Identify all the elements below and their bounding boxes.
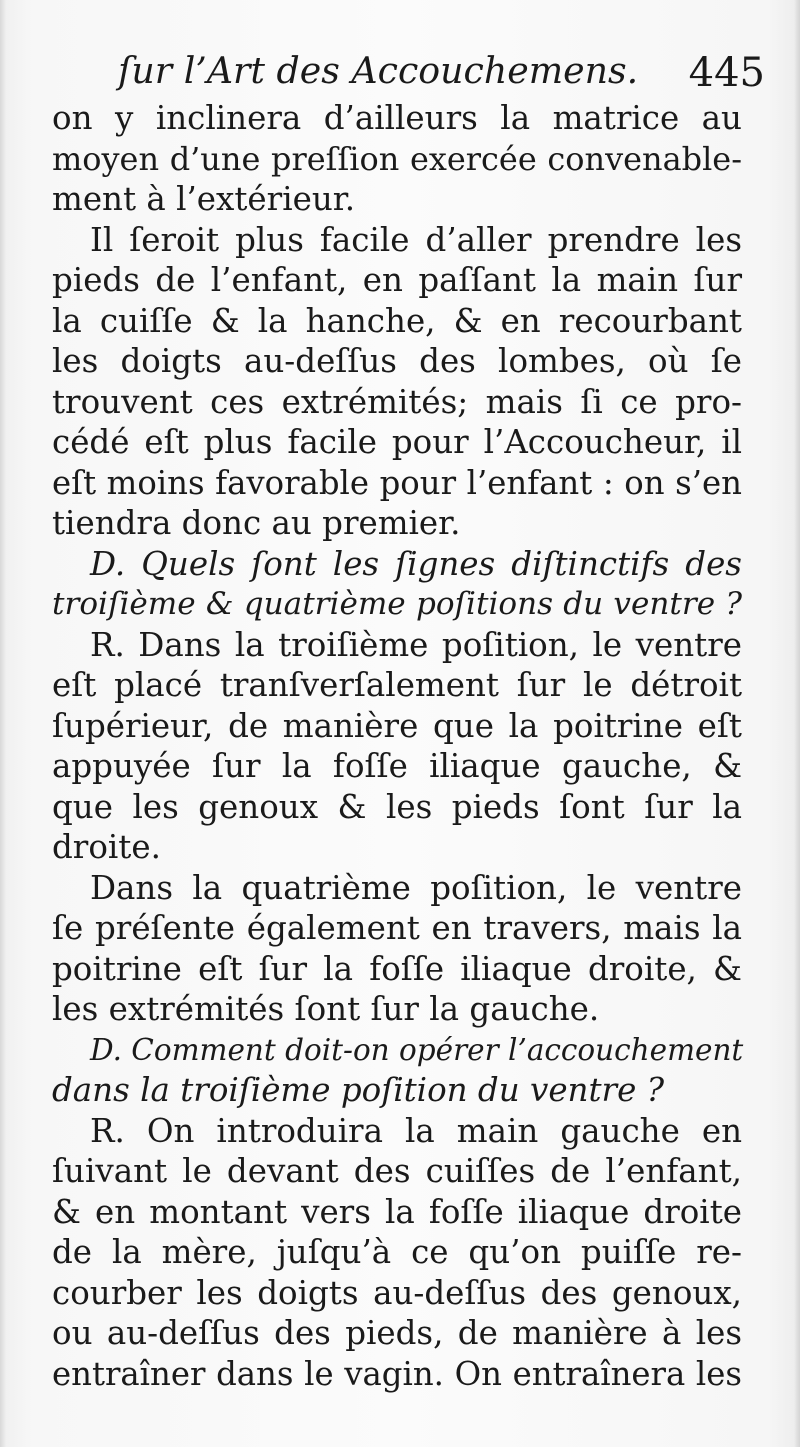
text-line: & en montant vers la foſſe iliaque droite <box>52 1192 742 1231</box>
question-line: dans la troiſième poſition du ventre ? <box>52 1071 665 1109</box>
text-line: ment à l’extérieur. <box>52 180 356 218</box>
text-line: la cuiſſe & la hanche, & en recourbant <box>52 301 742 340</box>
text-line: Il ſeroit plus facile d’aller prendre les <box>90 220 742 259</box>
answer-line: R. On introduira la main gauche en <box>90 1111 742 1150</box>
text-line: courber les doigts au-deſſus des genoux, <box>52 1273 742 1312</box>
page-number: 445 <box>688 50 765 96</box>
text-line: appuyée ſur la foſſe iliaque gauche, & <box>52 747 742 785</box>
answer-line: R. Dans la troiſième poſition, le ventre <box>90 625 742 664</box>
question-line: D. Comment doit-on opérer l’accouchement <box>90 1032 744 1067</box>
page-left-edge <box>0 0 6 1447</box>
text-line: eſt placé tranſverſalement ſur le détroit <box>52 666 742 704</box>
text-line: les doigts au-deſſus des lombes, où ſe <box>52 342 742 380</box>
text-line: entraîner dans le vagin. On entraînera les <box>52 1354 742 1393</box>
text-line: cédé eſt plus facile pour l’Accoucheur, il <box>52 423 742 461</box>
text-line: de la mère, juſqu’à ce qu’on puiſſe re- <box>52 1233 742 1271</box>
text-line: ſuivant le devant des cuiſſes de l’enfant, <box>52 1152 742 1190</box>
text-line: tiendra donc au premier. <box>52 504 461 542</box>
text-line: ou au-deſſus des pieds, de manière à les <box>52 1314 742 1352</box>
body-text <box>52 98 742 1394</box>
text-line: poitrine eſt ſur la foſſe iliaque droite, & <box>52 949 742 988</box>
text-line: les extrémités ſont ſur la gauche. <box>52 990 600 1028</box>
text-line: que les genoux & les pieds ſont ſur la <box>52 787 742 826</box>
text-line: ſe préſente également en travers, mais la <box>52 909 742 947</box>
text-line: pieds de l’enfant, en paſſant la main ſur <box>52 261 742 299</box>
page-right-edge <box>794 0 800 1447</box>
text-line: eſt moins favorable pour l’enfant : on s’en <box>52 463 742 502</box>
running-title: ſur l’Art des Accouchemens. <box>118 49 639 92</box>
text-line: droite. <box>52 828 161 866</box>
text-line: Dans la quatrième poſition, le ventre <box>90 868 742 907</box>
text-line: trouvent ces extrémités; mais ſi ce pro- <box>52 382 742 421</box>
question-line: D. Quels ſont les ſignes diſtinctifs des <box>90 544 742 583</box>
text-line: moyen d’une preſſion exercée convenable- <box>52 139 742 178</box>
text-line: ſupérieur, de manière que la poitrine eſt <box>52 706 742 745</box>
question-line: troiſième & quatrième poſitions du ventre ? <box>52 586 742 622</box>
text-line: on y inclinera d’ailleurs la matrice au <box>52 99 742 137</box>
